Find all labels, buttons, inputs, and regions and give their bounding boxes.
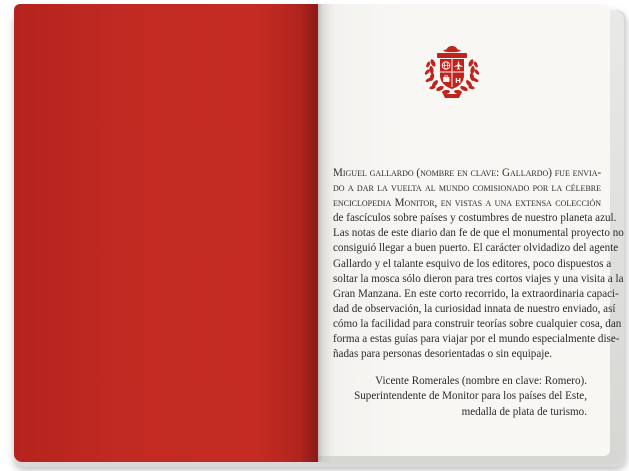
signature-name: Vicente Romerales (nombre en clave: Romero). [375, 375, 587, 387]
signature-block [333, 374, 587, 420]
intro-line: cómo la facilidad para construir teorías sobre cualquier cosa, dan [333, 317, 622, 330]
left-red-page [14, 4, 318, 462]
intro-line: Las notas de este diario dan fe de que el monumental proyecto no [333, 227, 624, 240]
intro-line: dad de observación, la curiosidad innata de nuestro enviado, así [333, 302, 616, 315]
signature-award: medalla de plata de turismo. [461, 405, 587, 418]
intro-line: ñadas para personas desorientadas o sin equipaje. [333, 348, 553, 361]
intro-line: enciclopedia Monitor, en vistas a una extensa colección [333, 197, 601, 210]
svg-text:H: H [455, 77, 461, 85]
intro-line: Miguel gallardo (nombre en clave: Gallardo) fue envia- [333, 167, 602, 179]
intro-line: do a dar la vuelta al mundo comisionado por la célebre [333, 182, 601, 195]
signature-title: Superintendente de Monitor para los países del Este, [354, 390, 587, 403]
intro-line: Gallardo y el talante esquivo de los editores, poco dispuestos a [333, 257, 612, 270]
intro-line: Gran Manzana. En este corto recorrido, la extraordinaria capaci- [333, 287, 619, 300]
intro-paragraph [333, 166, 624, 362]
intro-line: forma a estas guías para viajar por el mundo especialmente dise- [333, 333, 620, 346]
intro-line: de fascículos sobre países y costumbres de nuestro planeta azul. [333, 212, 617, 225]
crest-emblem-icon [424, 42, 480, 102]
intro-line: consiguió llegar a buen puerto. El carácter olvidadizo del agente [333, 242, 619, 255]
intro-line: soltar la mosca sólo dieron para tres cortos viajes y una visita a la [333, 272, 624, 285]
